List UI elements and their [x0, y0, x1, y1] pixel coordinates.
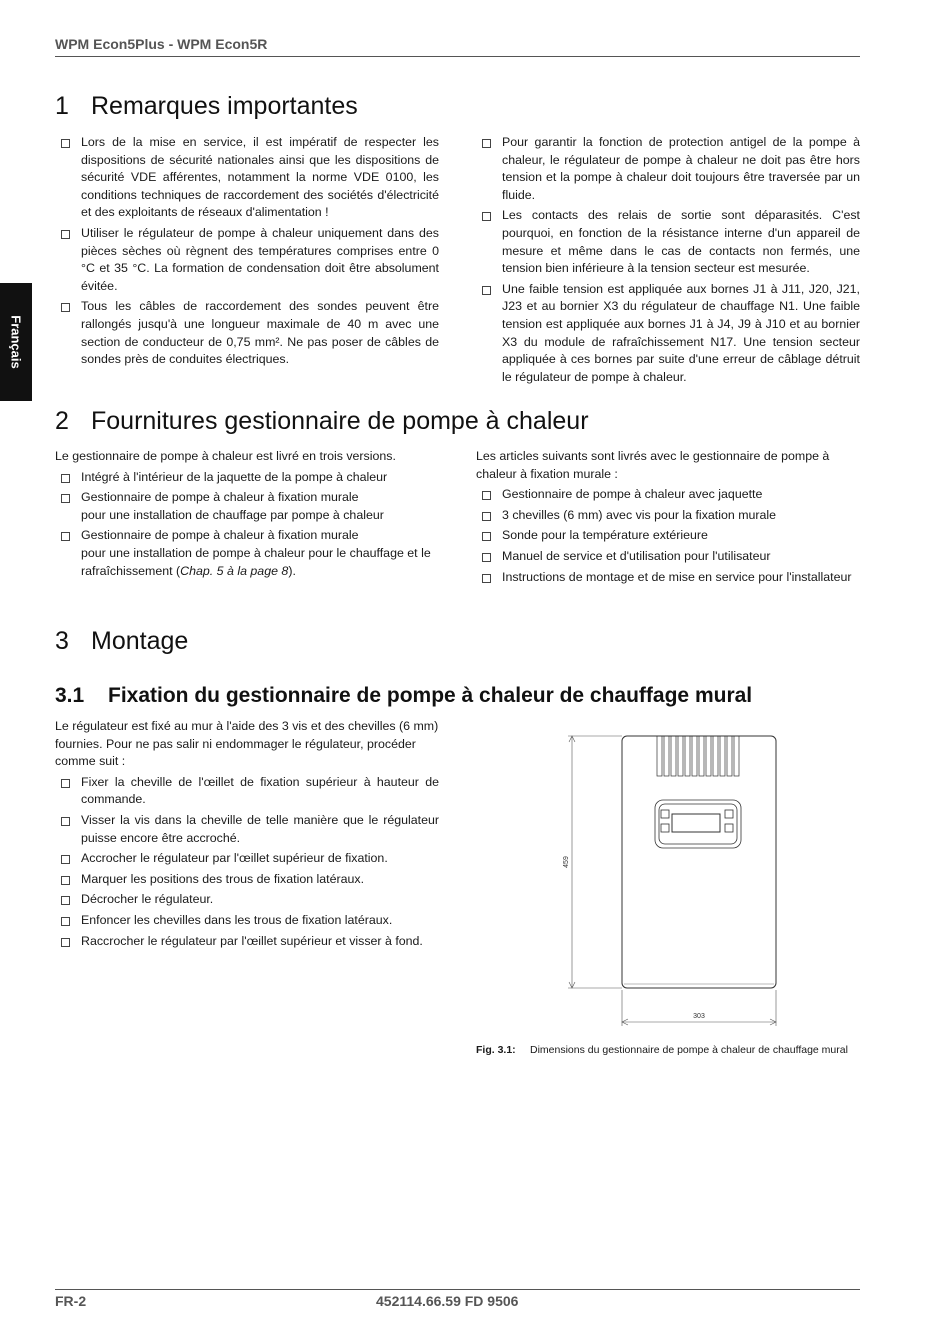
section-1-left-list [55, 134, 439, 369]
section-1-left-column [55, 131, 439, 369]
list-item: Lors de la mise en service, il est impératif de respecter les dispositions de sécurité nationales ainsi que les dispositions de sécurité VDE afférentes, notamment la norme VDE 0100, les conditions techniques de raccordement des sociétés d'électricité et des exploitants de réseaux d'alimentation ! [55, 134, 439, 222]
footer-page-number: FR-2 [55, 1293, 87, 1309]
list-item-text: Gestionnaire de pompe à chaleur à fixation murale [81, 528, 359, 543]
figure-caption-text: Dimensions du gestionnaire de pompe à chaleur de chauffage mural [530, 1044, 848, 1056]
chapter-reference: Chap. 5 à la page 8 [180, 563, 289, 578]
list-item-text: Gestionnaire de pompe à chaleur à fixation murale [81, 490, 359, 505]
section-3-heading [55, 627, 188, 656]
list-item: Les contacts des relais de sortie sont déparasités. C'est pourquoi, en fonction de la résistance interne d'un appareil de mesure et même dans le cas de contacts non fermés, une tension bien inférieure à la tension secteur est mesurée. [476, 207, 860, 277]
header-rule [55, 56, 860, 57]
section-3-1-text-column [55, 718, 439, 950]
list-item [55, 527, 445, 580]
footer-document-code: 452114.66.59 FD 9506 [376, 1293, 519, 1309]
list-item: Enfoncer les chevilles dans les trous de fixation latéraux. [55, 912, 439, 930]
section-2-number: 2 [55, 407, 69, 435]
section-2-title: Fournitures gestionnaire de pompe à chaleur [91, 407, 589, 435]
list-item-text-line2: pour une installation de pompe à chaleur pour le chauffage et le rafraîchissement ( [81, 545, 431, 578]
list-item: Pour garantir la fonction de protection antigel de la pompe à chaleur, le régulateur de pompe à chaleur ne doit pas être hors tension et la pompe à chaleur doit toujours être traversée par un fluide. [476, 134, 860, 204]
list-item: Marquer les positions des trous de fixation latéraux. [55, 871, 439, 889]
list-item-text-line2: pour une installation de chauffage par pompe à chaleur [81, 507, 384, 522]
section-3-title: Montage [91, 627, 189, 655]
section-2-left-intro: Le gestionnaire de pompe à chaleur est livré en trois versions. [55, 449, 396, 463]
width-dimension [622, 990, 776, 1026]
width-dimension-label: 303 [693, 1013, 705, 1020]
footer-rule [55, 1289, 860, 1290]
language-tab [0, 283, 32, 401]
section-2-right-list [476, 486, 860, 586]
section-2-left-column [55, 448, 445, 580]
section-2-right-column [476, 448, 860, 586]
list-item: Raccrocher le régulateur par l'œillet supérieur et visser à fond. [55, 933, 439, 951]
section-3-number: 3 [55, 627, 69, 655]
list-item: 3 chevilles (6 mm) avec vis pour la fixation murale [476, 507, 860, 525]
controller-dimension-drawing [560, 728, 800, 1028]
height-dimension [568, 736, 622, 988]
list-item: Décrocher le régulateur. [55, 891, 439, 909]
figure-caption-label: Fig. 3.1: [476, 1044, 516, 1056]
height-dimension-label: 459 [563, 856, 570, 868]
list-item: Une faible tension est appliquée aux bornes J1 à J11, J20, J21, J23 et au bornier X3 du régulateur de chauffage N1. Une faible tension est appliquée aux bornes J1 à J4, J9 à J10 et au bornier X3 du module de rafraîchissement N17. Une tension secteur appliquée à ces bornes par suite d'une erreur de câblage détruit le régulateur de pompe à chaleur. [476, 281, 860, 387]
subsection-3-1-number: 3.1 [55, 684, 85, 707]
display-panel [655, 800, 741, 848]
list-item-text-end: ). [288, 563, 296, 578]
list-item [55, 489, 445, 524]
section-2-left-list [55, 469, 445, 581]
list-item: Instructions de montage et de mise en service pour l'installateur [476, 569, 860, 587]
section-1-title: Remarques importantes [91, 92, 358, 120]
list-item: Manuel de service et d'utilisation pour l'utilisateur [476, 548, 860, 566]
section-3-1-steps [55, 774, 439, 950]
ventilation-slots [657, 736, 739, 776]
list-item: Utiliser le régulateur de pompe à chaleur uniquement dans des pièces sèches où règnent des températures comprises entre 0 °C et 35 °C. La formation de condensation doit être absolument évitée. [55, 225, 439, 295]
section-1-heading [55, 92, 358, 121]
language-tab-label: Français [8, 315, 24, 369]
section-3-1-intro: Le régulateur est fixé au mur à l'aide des 3 vis et des chevilles (6 mm) fournies. Pour ne pas salir ni endommager le régulateur, procéder comme suit : [55, 719, 439, 769]
list-item: Fixer la cheville de l'œillet de fixation supérieur à hauteur de commande. [55, 774, 439, 809]
section-1-number: 1 [55, 92, 69, 120]
section-2-right-intro: Les articles suivants sont livrés avec le gestionnaire de pompe à chaleur à fixation murale : [476, 449, 830, 481]
list-item [55, 469, 445, 487]
section-2-heading [55, 407, 589, 436]
section-1-right-column [476, 131, 860, 386]
list-item-text: Intégré à l'intérieur de la jaquette de la pompe à chaleur [81, 469, 388, 484]
running-header: WPM Econ5Plus - WPM Econ5R [55, 36, 268, 52]
list-item: Accrocher le régulateur par l'œillet supérieur de fixation. [55, 850, 439, 868]
subsection-3-1-heading [55, 684, 752, 708]
list-item: Sonde pour la température extérieure [476, 527, 860, 545]
list-item: Gestionnaire de pompe à chaleur avec jaquette [476, 486, 860, 504]
subsection-3-1-title: Fixation du gestionnaire de pompe à chaleur de chauffage mural [108, 684, 753, 707]
list-item: Visser la vis dans la cheville de telle manière que le régulateur puisse encore être accroché. [55, 812, 439, 847]
list-item: Tous les câbles de raccordement des sondes peuvent être rallongés jusqu'à une longueur maximale de 40 m avec une section de conducteur de 0,75 mm². Ne pas poser de câbles de sondes près de conduites électriques. [55, 298, 439, 368]
section-1-right-list [476, 134, 860, 386]
